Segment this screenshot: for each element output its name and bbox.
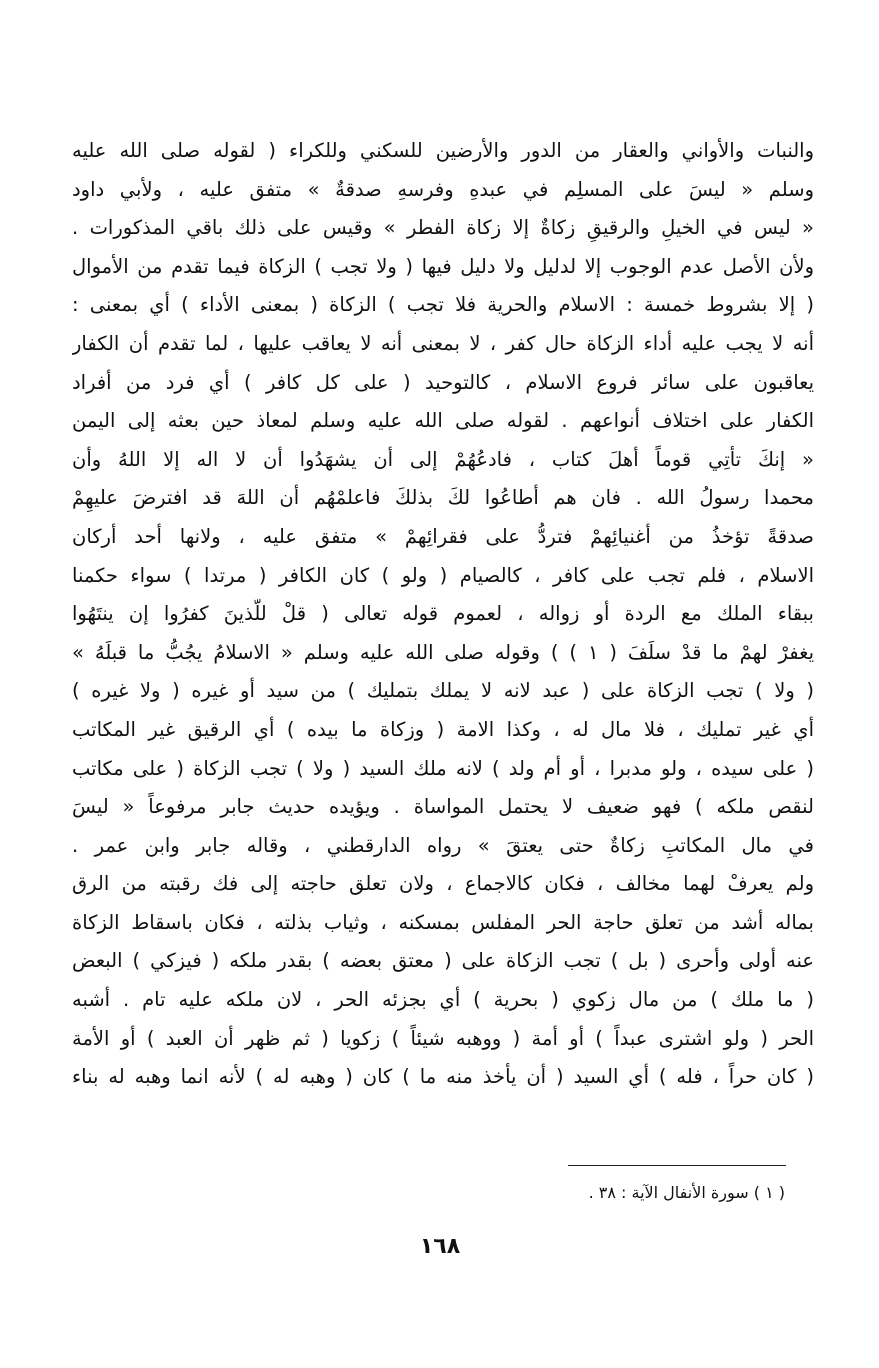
text-line: صدقةً تؤخذُ من أغنيائِهمْ فتردُّ على فقرائِهمْ » متفق عليه ، ولانها أحد أركان [72,524,814,548]
text-line: ( على سيده ، ولو مدبرا ، أو أم ولد ) لانه ملك السيد ( ولا ) تجب الزكاة ( على مكاتب [72,756,814,780]
text-line: ولأن الأصل عدم الوجوب إلا لدليل ولا دليل فيها ( ولا تجب ) الزكاة فيما تقدم من الأموال [72,254,814,278]
text-line: ( إلا بشروط خمسة : الاسلام والحرية فلا تجب ) الزكاة ( بمعنى الأداء ) أي بمعنى : [72,293,814,317]
text-line: ( كان حراً ، فله ) أي السيد ( أن يأخذ منه ما ) كان ( وهبه له ) لأنه انما وهبه له بناء [72,1065,814,1089]
text-line: الحر ( ولو اشترى عبداً ) أو أمة ( ووهبه شيئاً ) زكويا ( ثم ظهر أن العبد ) أو الأمة [72,1026,814,1050]
text-line: « إنكَ تأتِي قوماً أهلَ كتاب ، فادعُهُمْ إلى أن يشهَدُوا أن لا اله إلا اللهُ وأن [72,447,814,471]
text-line: ( ولا ) تجب الزكاة على ( عبد لانه لا يملك بتمليك ) من سيد أو غيره ( ولا غيره ) [72,679,814,703]
main-text-body [72,132,814,1097]
text-line: أنه لا يجب عليه أداء الزكاة حال كفر ، لا بمعنى أنه لا يعاقب عليها ، لما تقدم أن الكفار [72,331,814,355]
text-line: ( ما ملك ) من مال زكوي ( بحرية ) أي بجزئه الحر ، لان ملكه عليه تام . أشبه [72,988,814,1012]
text-line: ببقاء الملك مع الردة أو زواله ، لعموم قوله تعالى ( قلْ للّذينَ كفرُوا إن ينتَهُوا [72,602,814,626]
text-line: أي غير تمليك ، فلا مال له ، وكذا الامة ( وزكاة ما بيده ) أي الرقيق غير المكاتب [72,717,814,741]
text-line: ولم يعرفْ لهما مخالف ، فكان كالاجماع ، ولان تعلق حاجته إلى فك رقبته من الرق [72,872,814,896]
text-line: لنقص ملكه ) فهو ضعيف لا يحتمل المواساة . ويؤيده حديث جابر مرفوعاً « ليسَ [72,795,814,819]
text-line: والنبات والأواني والعقار من الدور والأرضين للسكني وللكراء ( لقوله صلى الله عليه [72,139,814,162]
text-line: يعاقبون على سائر فروع الاسلام ، كالتوحيد ( على كل كافر ) أي فرد من أفراد [72,370,814,394]
text-line: يغفرْ لهمْ ما قدْ سلَفَ ( ١ ) ) وقوله صلى الله عليه وسلم « الاسلامُ يجُبُّ ما قبلَهُ » [72,640,814,664]
text-line: وسلم « ليسَ على المسلِم في عبدهِ وفرسهِ صدقةٌ » متفق عليه ، ولأبي داود [72,177,814,201]
footnote: ( ١ ) سورة الأنفال الآية : ٣٨ . [588,1183,785,1202]
footnote-divider [568,1165,786,1166]
text-line: الاسلام ، فلم تجب على كافر ، كالصيام ( ولو ) كان الكافر ( مرتدا ) سواء حكمنا [72,563,814,587]
page-number: ١٦٨ [419,1234,461,1259]
text-line: بماله أشد من تعلق حاجة الحر المفلس بمسكنه ، وثياب بذلته ، فكان باسقاط الزكاة [72,910,814,934]
text-line: في مال المكاتبِ زكاةٌ حتى يعتقَ » رواه الدارقطني ، وقاله جابر وابن عمر . [72,833,814,857]
text-line: « ليس في الخيلِ والرقيقِ زكاةٌ إلا زكاة الفطر » وقيس على ذلك باقي المذكورات . [72,216,814,240]
text-line: الكفار على اختلاف أنواعهم . لقوله صلى الله عليه وسلم لمعاذ حين بعثه إلى اليمن [72,409,814,433]
text-line: محمدا رسولُ الله . فان هم أطاعُوا لكَ بذلكَ فاعلمْهُم أن اللهَ قد افترضَ عليهِمْ [72,486,814,510]
text-line: عنه أولى وأحرى ( بل ) تجب الزكاة على ( معتق بعضه ) بقدر ملكه ( فيزكي ) البعض [72,949,814,973]
